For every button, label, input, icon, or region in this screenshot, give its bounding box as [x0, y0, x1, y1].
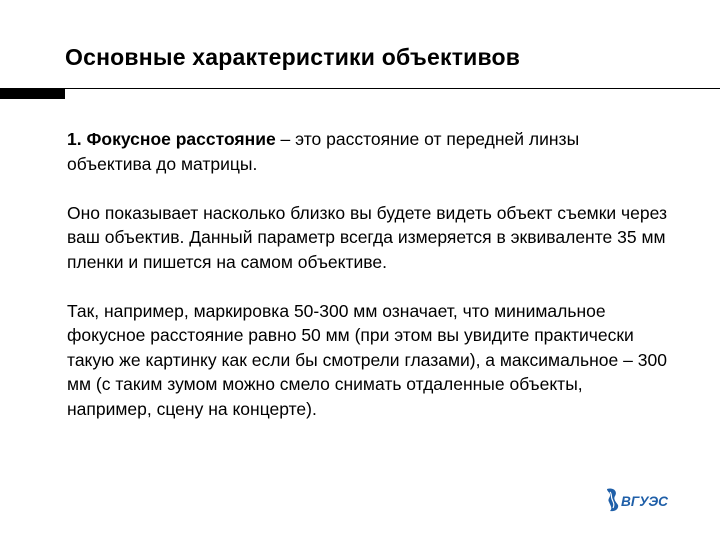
- title-accent-block: [0, 88, 65, 99]
- paragraph-explanation: Оно показывает насколько близко вы будете видеть объект съемки через ваш объектив. Данный параметр всегда измеряется в эквиваленте 35 мм пленки и пишется на самом объективе.: [67, 202, 667, 272]
- logo-wordmark: ВГУЭС: [621, 494, 669, 509]
- term-focal-length: 1. Фокусное расстояние: [67, 129, 276, 149]
- title-underline: [0, 88, 720, 89]
- paragraph-example: Так, например, маркировка 50-300 мм означает, что минимальное фокусное расстояние равно 50 мм (при этом вы увидите практически такую же картинку как если бы смотрели глазами), а максимальное – 300 мм (с таким зумом можно смело снимать отдаленные объекты, например, сцену на концерте).: [67, 300, 667, 419]
- slide-body: [67, 127, 667, 446]
- definition-focal-length: – это расстояние от передней линзы объектива до матрицы.: [67, 129, 580, 174]
- logo-emblem-icon: [607, 488, 618, 511]
- paragraph-focal-length: [67, 127, 667, 176]
- vguies-logo: [604, 486, 670, 514]
- slide-title: Основные характеристики объективов: [65, 44, 521, 70]
